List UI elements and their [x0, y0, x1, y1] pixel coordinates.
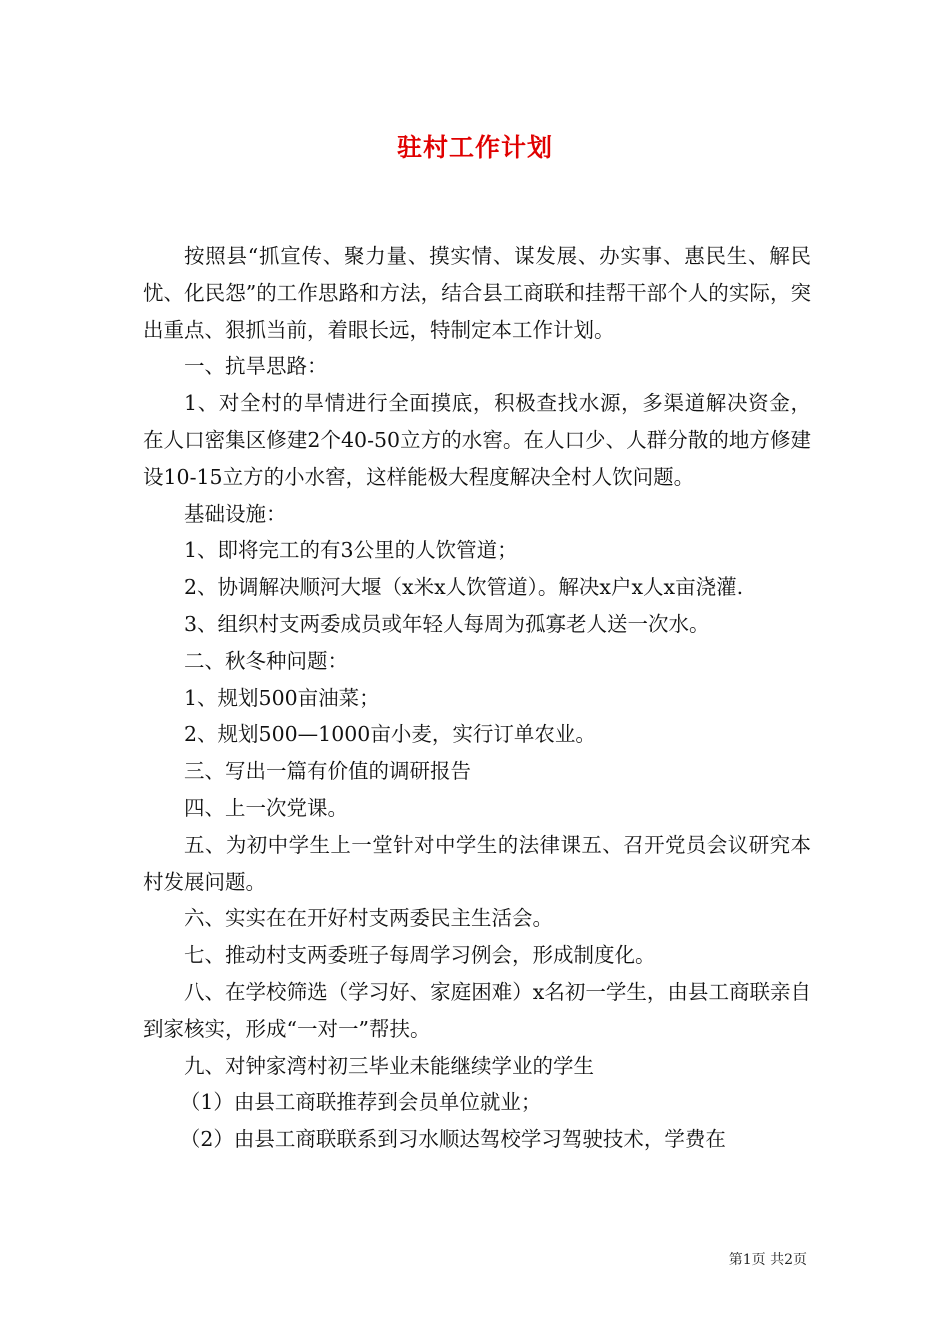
paragraph-law-lesson: 五、为初中学生上一堂针对中学生的法律课五、召开党员会议研究本村发展问题。 — [143, 832, 811, 894]
paragraph-graduates-1: （1）由县工商联推荐到会员单位就业； — [179, 1090, 542, 1115]
paragraph-graduates: 九、对钟家湾村初三毕业未能继续学业的学生 — [184, 1053, 594, 1078]
heading-infrastructure: 基础设施： — [184, 501, 287, 526]
paragraph-graduates-2: （2）由县工商联联系到习水顺达驾校学习驾驶技术，学费在 — [179, 1127, 726, 1152]
paragraph-infrastructure-2: 2、协调解决顺河大堰（x米x人饮管道）。解决x户x人x亩浇灌. — [184, 575, 744, 600]
page-number: 第1页 共2页 — [728, 1252, 807, 1268]
document-body — [143, 238, 811, 1158]
heading-drought: 一、抗旱思路： — [184, 354, 328, 379]
heading-party-lesson: 四、上一次党课。 — [184, 795, 348, 820]
paragraph-life-meeting: 六、实实在在开好村支两委民主生活会。 — [184, 906, 553, 931]
paragraph-infrastructure-1: 1、即将完工的有3公里的人饮管道； — [184, 538, 518, 563]
document-title: 驻村工作计划 — [396, 133, 553, 162]
heading-autumn-winter: 二、秋冬种问题： — [184, 648, 348, 673]
paragraph-student-aid: 八、在学校筛选（学习好、家庭困难）x名初一学生，由县工商联亲自到家核实，形成“一对一”帮扶。 — [143, 979, 811, 1041]
paragraph-infrastructure-3: 3、组织村支两委成员或年轻人每周为孤寡老人送一次水。 — [184, 611, 710, 636]
heading-research-report: 三、写出一篇有价值的调研报告 — [184, 759, 471, 784]
paragraph-autumn-2: 2、规划500—1000亩小麦，实行订单农业。 — [184, 722, 596, 747]
paragraph-autumn-1: 1、规划500亩油菜； — [184, 685, 380, 710]
paragraph-intro: 按照县“抓宣传、聚力量、摸实情、谋发展、办实事、惠民生、解民忧、化民怨”的工作思路和方法，结合县工商联和挂帮干部个人的实际，突出重点、狠抓当前，着眼长远，特制定本工作计划。 — [143, 244, 811, 342]
paragraph-drought-1: 1、对全村的旱情进行全面摸底，积极查找水源，多渠道解决资金，在人口密集区修建2个40-50立方的水窖。在人口少、人群分散的地方修建设10-15立方的小水窖，这样能极大程度解决全村人饮问题。 — [143, 391, 811, 489]
paragraph-weekly-study: 七、推动村支两委班子每周学习例会，形成制度化。 — [184, 943, 656, 968]
